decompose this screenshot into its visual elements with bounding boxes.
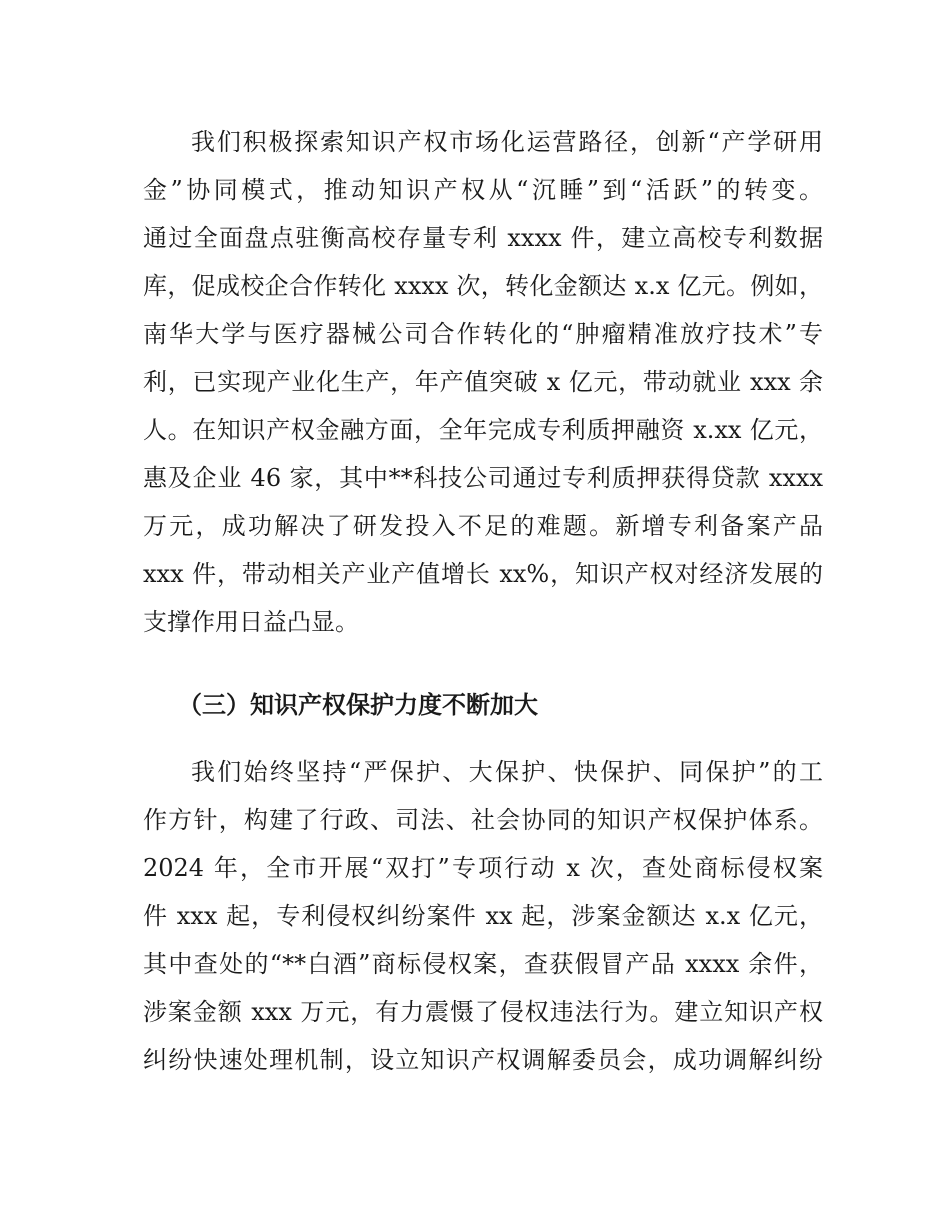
section-heading: （三）知识产权保护力度不断加大 [178, 691, 538, 719]
paragraph1-line: 库，促成校企合作转化 xxxx 次，转化金额达 x.x 亿元。例如， [143, 272, 823, 300]
paragraph1-line: 支撑作用日益凸显。 [143, 608, 359, 636]
paragraph1-line: 金”协同模式，推动知识产权从“沉睡”到“活跃”的转变。 [143, 176, 823, 204]
paragraph2-line: 2024 年，全市开展“双打”专项行动 x 次，查处商标侵权案 [143, 854, 823, 882]
paragraph1-line: 通过全面盘点驻衡高校存量专利 xxxx 件，建立高校专利数据 [143, 224, 823, 252]
paragraph1-line: 万元，成功解决了研发投入不足的难题。新增专利备案产品 [143, 512, 823, 540]
paragraph1-line: 我们积极探索知识产权市场化运营路径，创新“产学研用 [191, 128, 823, 156]
paragraph2-line: 作方针，构建了行政、司法、社会协同的知识产权保护体系。 [143, 806, 823, 834]
paragraph2-line: 其中查处的“**白酒”商标侵权案，查获假冒产品 xxxx 余件， [143, 950, 823, 978]
paragraph2-line: 我们始终坚持“严保护、大保护、快保护、同保护”的工 [191, 758, 823, 786]
paragraph1-line: 惠及企业 46 家，其中**科技公司通过专利质押获得贷款 xxxx [143, 464, 823, 492]
paragraph1-line: 人。在知识产权金融方面，全年完成专利质押融资 x.xx 亿元， [143, 416, 823, 444]
paragraph2-line: 纠纷快速处理机制，设立知识产权调解委员会，成功调解纠纷 [143, 1046, 823, 1074]
paragraph1-line: 南华大学与医疗器械公司合作转化的“肿瘤精准放疗技术”专 [143, 320, 823, 348]
paragraph1-line: xxx 件，带动相关产业产值增长 xx%，知识产权对经济发展的 [143, 560, 823, 588]
paragraph2-line: 件 xxx 起，专利侵权纠纷案件 xx 起，涉案金额达 x.x 亿元， [143, 902, 823, 930]
paragraph2-line: 涉案金额 xxx 万元，有力震慑了侵权违法行为。建立知识产权 [143, 998, 823, 1026]
paragraph1-line: 利，已实现产业化生产，年产值突破 x 亿元，带动就业 xxx 余 [143, 368, 823, 396]
